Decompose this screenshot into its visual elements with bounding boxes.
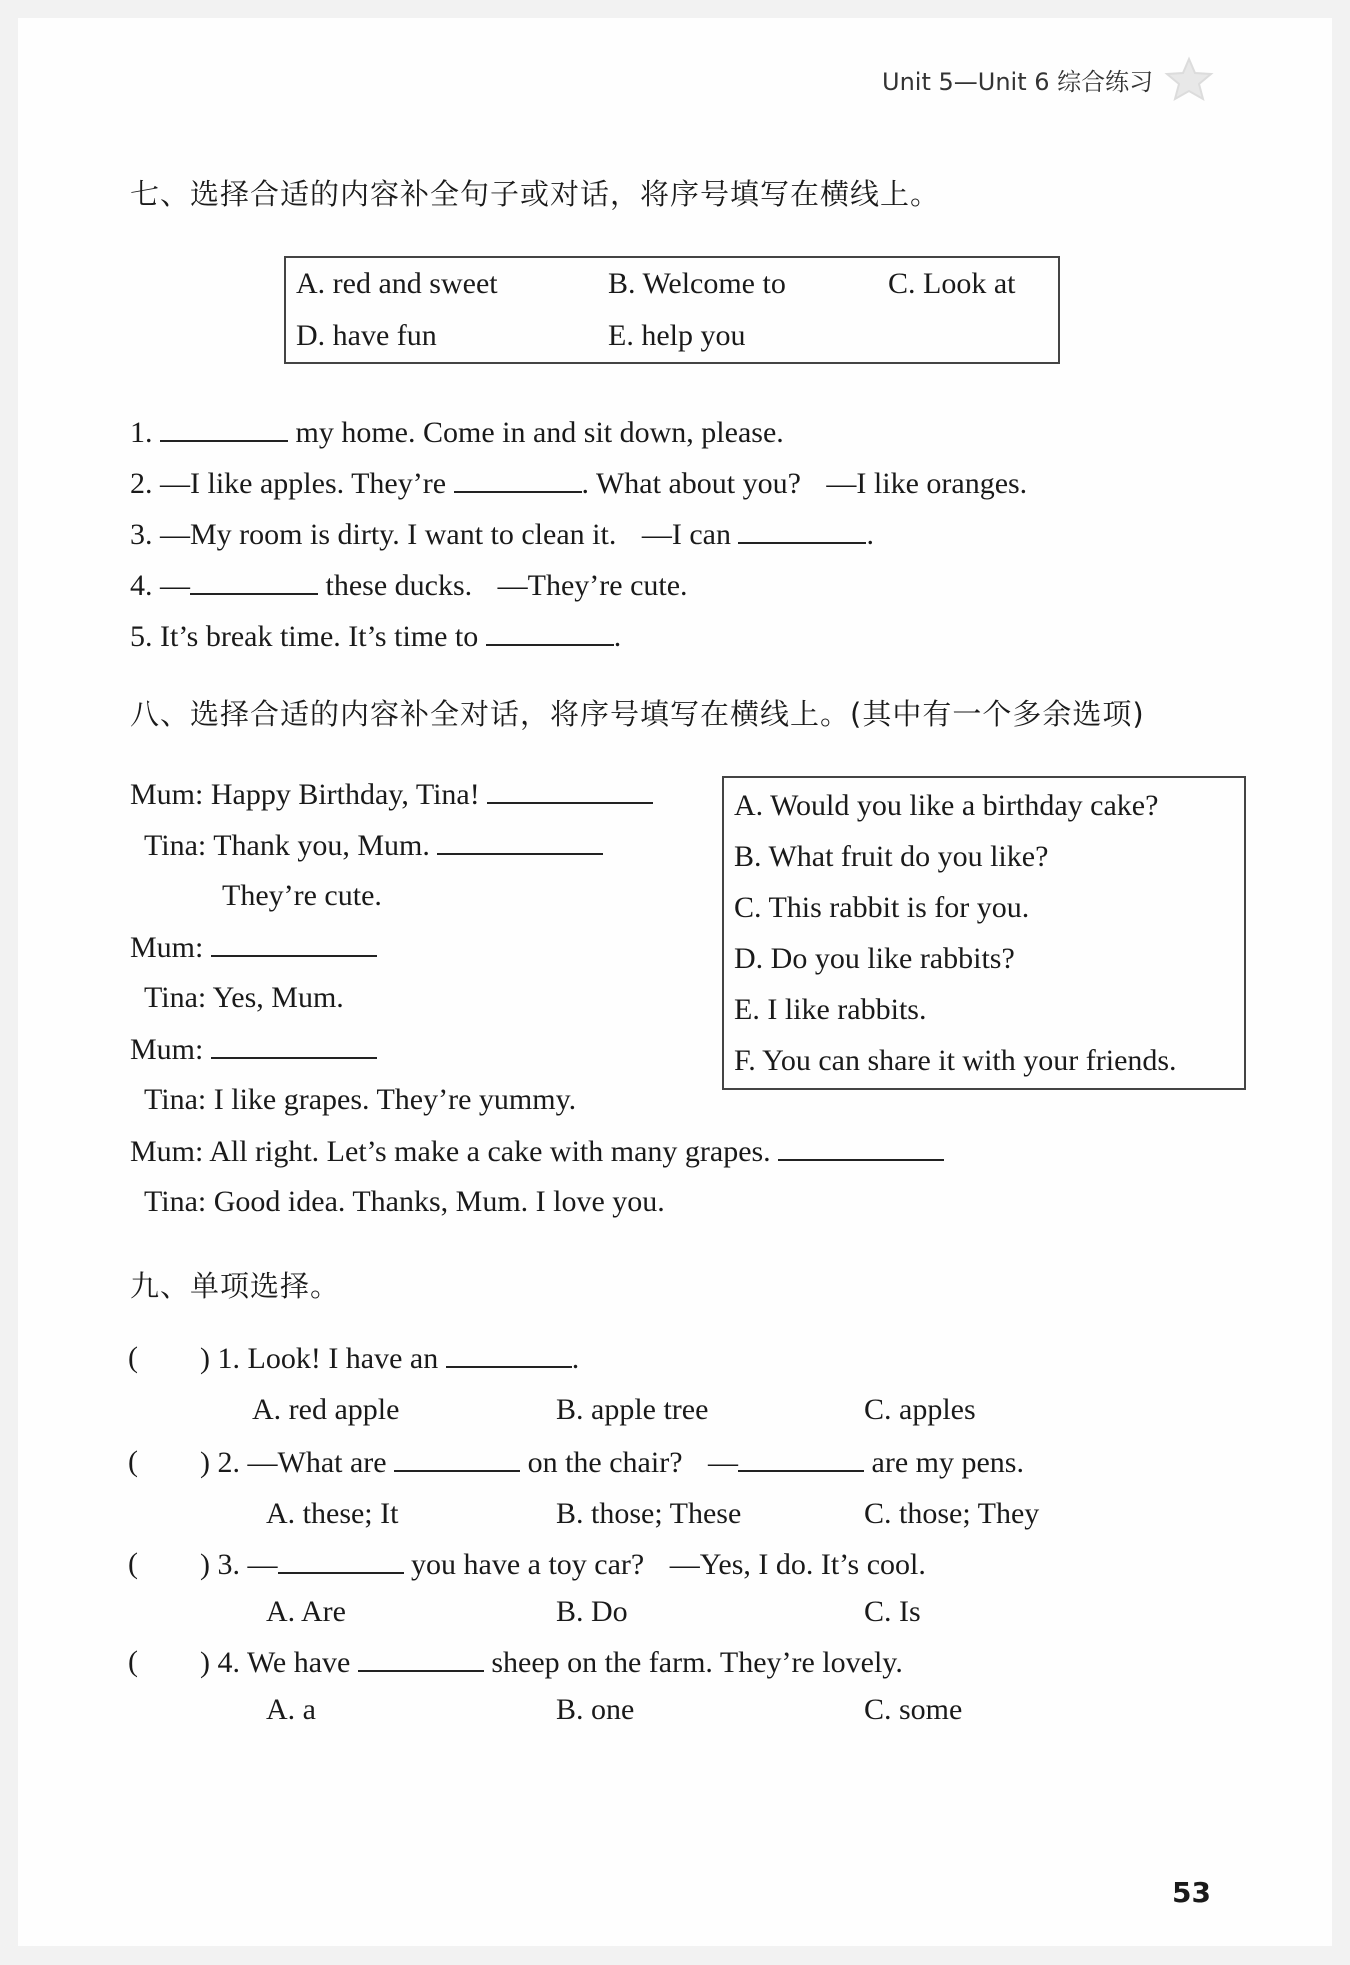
section8-title: 八、选择合适的内容补全对话，将序号填写在横线上。(其中有一个多余选项) [130, 697, 1145, 731]
q3-option-b: B. Do [556, 1595, 628, 1628]
q4-option-c: C. some [864, 1693, 963, 1726]
q2-option-b: B. those; These [556, 1497, 742, 1530]
answer-blank[interactable] [211, 929, 377, 957]
q2-option-c: C. those; They [864, 1497, 1040, 1530]
s7-item-3: 3. —My room is dirty. I want to clean it. —I can . [130, 518, 874, 551]
dialogue-line-2: Tina: Thank you, Mum. [144, 827, 603, 864]
answer-paren-open[interactable]: ( [128, 1341, 138, 1374]
page-header: Unit 5—Unit 6 综合练习 [882, 68, 1154, 96]
s7-option-e: E. help you [608, 319, 746, 352]
q2-option-a: A. these; It [266, 1497, 399, 1530]
s7-item-1: 1. my home. Come in and sit down, please. [130, 416, 784, 449]
s8-option-e: E. I like rabbits. [734, 993, 927, 1026]
answer-blank[interactable] [738, 516, 866, 544]
answer-blank[interactable] [160, 414, 288, 442]
dialogue-line-1: Mum: Happy Birthday, Tina! [130, 776, 653, 813]
dialogue-line-4: Mum: [130, 929, 377, 966]
answer-blank[interactable] [211, 1031, 377, 1059]
question-1: ) 1. Look! I have an . [200, 1342, 580, 1375]
question-4: ) 4. We have sheep on the farm. They’re lovely. [200, 1646, 903, 1679]
question-3: ) 3. — you have a toy car? —Yes, I do. It’s cool. [200, 1548, 926, 1581]
dialogue-line-8: Mum: All right. Let’s make a cake with many grapes. [130, 1133, 944, 1170]
q4-option-b: B. one [556, 1693, 635, 1726]
q3-option-a: A. Are [266, 1595, 346, 1628]
s8-option-d: D. Do you like rabbits? [734, 942, 1015, 975]
dialogue-line-5: Tina: Yes, Mum. [144, 981, 344, 1014]
answer-blank[interactable] [358, 1644, 484, 1672]
s8-option-b: B. What fruit do you like? [734, 840, 1049, 873]
answer-blank[interactable] [738, 1444, 864, 1472]
dialogue-line-9: Tina: Good idea. Thanks, Mum. I love you. [144, 1185, 665, 1218]
section7-title: 七、选择合适的内容补全句子或对话，将序号填写在横线上。 [130, 177, 941, 211]
page-number: 53 [1172, 1876, 1211, 1909]
dialogue-line-7: Tina: I like grapes. They’re yummy. [144, 1083, 577, 1116]
dialogue-line-6: Mum: [130, 1031, 377, 1068]
q1-option-c: C. apples [864, 1393, 976, 1426]
section9-title: 九、单项选择。 [130, 1269, 341, 1303]
s7-option-c: C. Look at [888, 267, 1016, 300]
answer-blank[interactable] [778, 1133, 944, 1161]
answer-blank[interactable] [446, 1340, 572, 1368]
answer-blank[interactable] [278, 1546, 404, 1574]
dialogue-line-3: They’re cute. [222, 879, 382, 912]
s8-option-f: F. You can share it with your friends. [734, 1044, 1177, 1077]
question-2: ) 2. —What are on the chair? — are my pens. [200, 1446, 1024, 1479]
s7-option-a: A. red and sweet [296, 267, 498, 300]
s8-option-c: C. This rabbit is for you. [734, 891, 1030, 924]
answer-paren-open[interactable]: ( [128, 1547, 138, 1580]
answer-blank[interactable] [394, 1444, 520, 1472]
answer-blank[interactable] [437, 827, 603, 855]
answer-paren-open[interactable]: ( [128, 1445, 138, 1478]
answer-blank[interactable] [190, 567, 318, 595]
answer-blank[interactable] [454, 465, 582, 493]
s8-option-a: A. Would you like a birthday cake? [734, 789, 1159, 822]
s7-item-2: 2. —I like apples. They’re . What about you? —I like oranges. [130, 467, 1028, 500]
answer-blank[interactable] [486, 618, 614, 646]
q4-option-a: A. a [266, 1693, 316, 1726]
s7-item-5: 5. It’s break time. It’s time to . [130, 620, 622, 653]
q1-option-a: A. red apple [252, 1393, 400, 1426]
star-icon [1164, 56, 1214, 102]
s7-option-d: D. have fun [296, 319, 437, 352]
q3-option-c: C. Is [864, 1595, 921, 1628]
answer-blank[interactable] [487, 776, 653, 804]
s7-item-4: 4. — these ducks. —They’re cute. [130, 569, 688, 602]
answer-paren-open[interactable]: ( [128, 1645, 138, 1678]
q1-option-b: B. apple tree [556, 1393, 709, 1426]
s7-option-b: B. Welcome to [608, 267, 786, 300]
